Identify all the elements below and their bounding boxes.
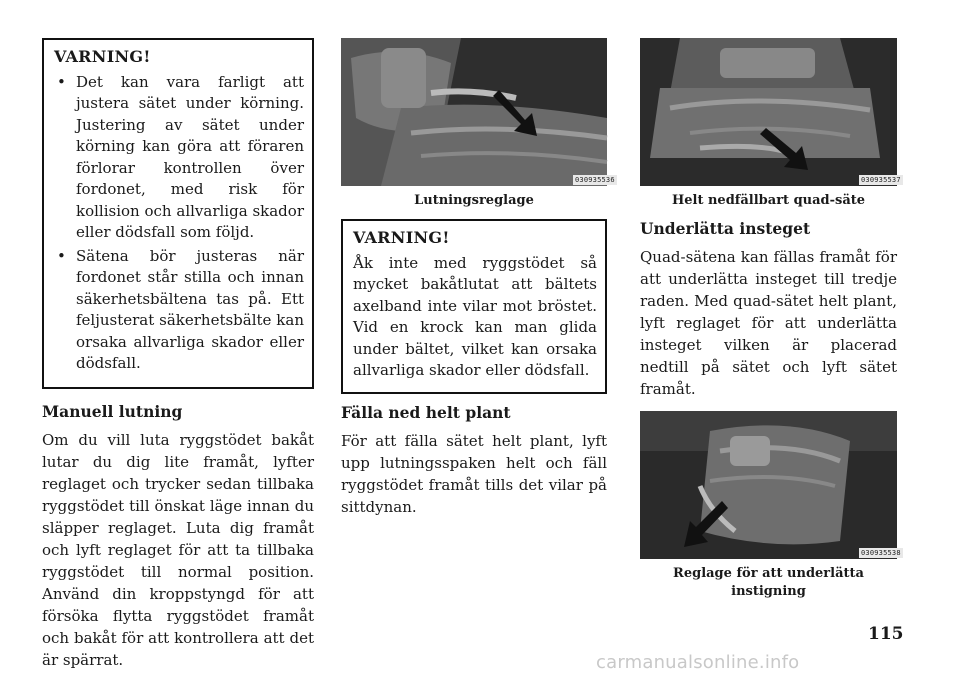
column-right (640, 38, 901, 601)
section-heading-fold-flat: Fälla ned helt plant (341, 402, 511, 422)
warning-box-adjust-seat (42, 38, 314, 389)
warning-bullet: • Sätena bör justeras när fordonet står stilla och innan säkerhetsbältena tas på. Ett feljusterat säkerhetsbälte kan orsaka allvarliga skador eller dödsfall. (54, 246, 304, 375)
page-number: 115 (868, 624, 904, 644)
photo-caption: Helt nedfällbart quad-säte (671, 193, 866, 208)
warning-list (54, 72, 304, 375)
photo-caption: Lutningsreglage (414, 193, 534, 208)
warning-text: Åk inte med ryggstödet så mycket bakåtlutat att bältets axelband inte vilar mot bröstet. Vid en krock kan man glida under bältet, vilket kan orsaka allvarliga skador eller dödsfall. (353, 253, 597, 379)
section-text-easy-entry: Quad-sätena kan fällas framåt för att underlätta insteget till tredje raden. Med quad-sätet helt plant, lyft reglaget för att underlätta insteget vilken är placerad nedtill på sätet och lyft sätet framåt. (640, 248, 897, 398)
watermark: carmanualsonline.info (596, 652, 800, 673)
section-heading-manual-recline: Manuell lutning (42, 401, 183, 421)
seat-photo-illustration (640, 411, 897, 559)
photo-caption: Reglage för att underlätta instigning (673, 566, 864, 599)
column-left (42, 38, 314, 671)
section-heading-easy-entry: Underlätta insteget (640, 219, 811, 238)
image-code: 030935536 (575, 176, 615, 184)
warning-title: VARNING! (54, 47, 151, 66)
column-middle (341, 38, 615, 518)
photo-recline-lever (341, 38, 615, 186)
image-code: 030935538 (861, 549, 901, 557)
seat-photo-illustration (640, 38, 897, 186)
warning-box-recline (341, 219, 607, 394)
warning-title: VARNING! (353, 228, 450, 247)
seat-photo-illustration (341, 38, 607, 186)
warning-bullet: • Det kan vara farligt att justera sätet under körning. Justering av sätet under körning kan göra att föraren förlorar kontrollen över fordonet, med risk för kollision och allvarliga skador eller dödsfall som följd. (54, 72, 304, 244)
image-code: 030935537 (861, 176, 901, 184)
section-text-fold-flat: För att fälla sätet helt plant, lyft upp lutningsspaken helt och fäll ryggstödet framåt tills det vilar på sittdynan. (341, 431, 607, 516)
section-text-manual-recline: Om du vill luta ryggstödet bakåt lutar du dig lite framåt, lyfter reglaget och trycker sedan tillbaka ryggstödet till önskat läge innan du släpper reglaget. Luta dig framåt och lyft reglaget för att ta tillbaka ryggstödet till normal position. Använd din kroppstyngd för att försöka flytta ryggstödet framåt och bakåt för att kontrollera att det är spärrat. (42, 430, 314, 669)
photo-fold-flat-seat (640, 38, 901, 186)
photo-easy-entry-lever (640, 411, 901, 559)
